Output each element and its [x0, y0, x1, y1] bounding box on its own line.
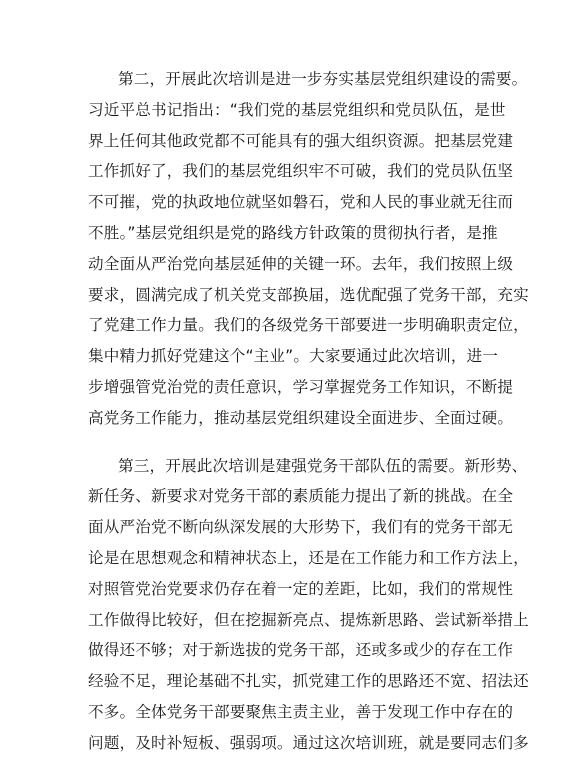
text-line: 不多。全体党务干部要聚焦主责主业，善于发现工作中存在的 — [88, 702, 514, 721]
text-line: 步增强管党治党的责任意识，学习掌握党务工作知识，不断提 — [88, 377, 514, 396]
text-line: 论是在思想观念和精神状态上，还是在工作能力和工作方法上， — [88, 548, 529, 567]
text-line: 集中精力抓好党建这个“主业”。大家要通过此次培训，进一 — [88, 347, 499, 366]
text-line: 做得还不够；对于新选拔的党务干部，还或多或少的存在工作 — [88, 641, 514, 660]
document-body — [88, 64, 529, 776]
text-line: 新任务、新要求对党务干部的素质能力提出了新的挑战。在全 — [88, 487, 514, 506]
text-line: 对照管党治党要求仍存在着一定的差距，比如，我们的常规性 — [88, 579, 514, 598]
text-line: 动全面从严治党向基层延伸的关键一环。去年，我们按照上级 — [88, 254, 514, 273]
paragraph-second-point — [88, 64, 529, 434]
paragraph-third-point — [88, 451, 529, 759]
text-line: 面从严治党不断向纵深发展的大形势下，我们有的党务干部无 — [88, 518, 514, 537]
text-line: 习近平总书记指出：“我们党的基层党组织和党员队伍，是世 — [88, 100, 506, 119]
text-line: 了党建工作力量。我们的各级党务干部要进一步明确职责定位， — [88, 316, 529, 335]
text-line: 不可摧，党的执政地位就坚如磐石，党和人民的事业就无往而 — [88, 193, 514, 212]
text-line: 第三，开展此次培训是建强党务干部队伍的需要。新形势、 — [118, 456, 528, 475]
text-line: 不胜。”基层党组织是党的路线方针政策的贯彻执行者，是推 — [88, 223, 498, 242]
text-line: 问题，及时补短板、强弱项。通过这次培训班，就是要同志们多 — [88, 733, 529, 752]
text-line: 工作抓好了，我们的基层党组织牢不可破，我们的党员队伍坚 — [88, 162, 514, 181]
text-line: 经验不足，理论基础不扎实，抓党建工作的思路还不宽、招法还 — [88, 672, 529, 691]
text-line: 工作做得比较好，但在挖掘新亮点、提炼新思路、尝试新举措上 — [88, 610, 529, 629]
text-line: 要求，圆满完成了机关党支部换届，选优配强了党务干部，充实 — [88, 285, 529, 304]
text-line: 界上任何其他政党都不可能具有的强大组织资源。把基层党建 — [88, 131, 514, 150]
text-line: 高党务工作能力，推动基层党组织建设全面进步、全面过硬。 — [88, 408, 514, 427]
text-line: 第二，开展此次培训是进一步夯实基层党组织建设的需要。 — [118, 70, 528, 88]
